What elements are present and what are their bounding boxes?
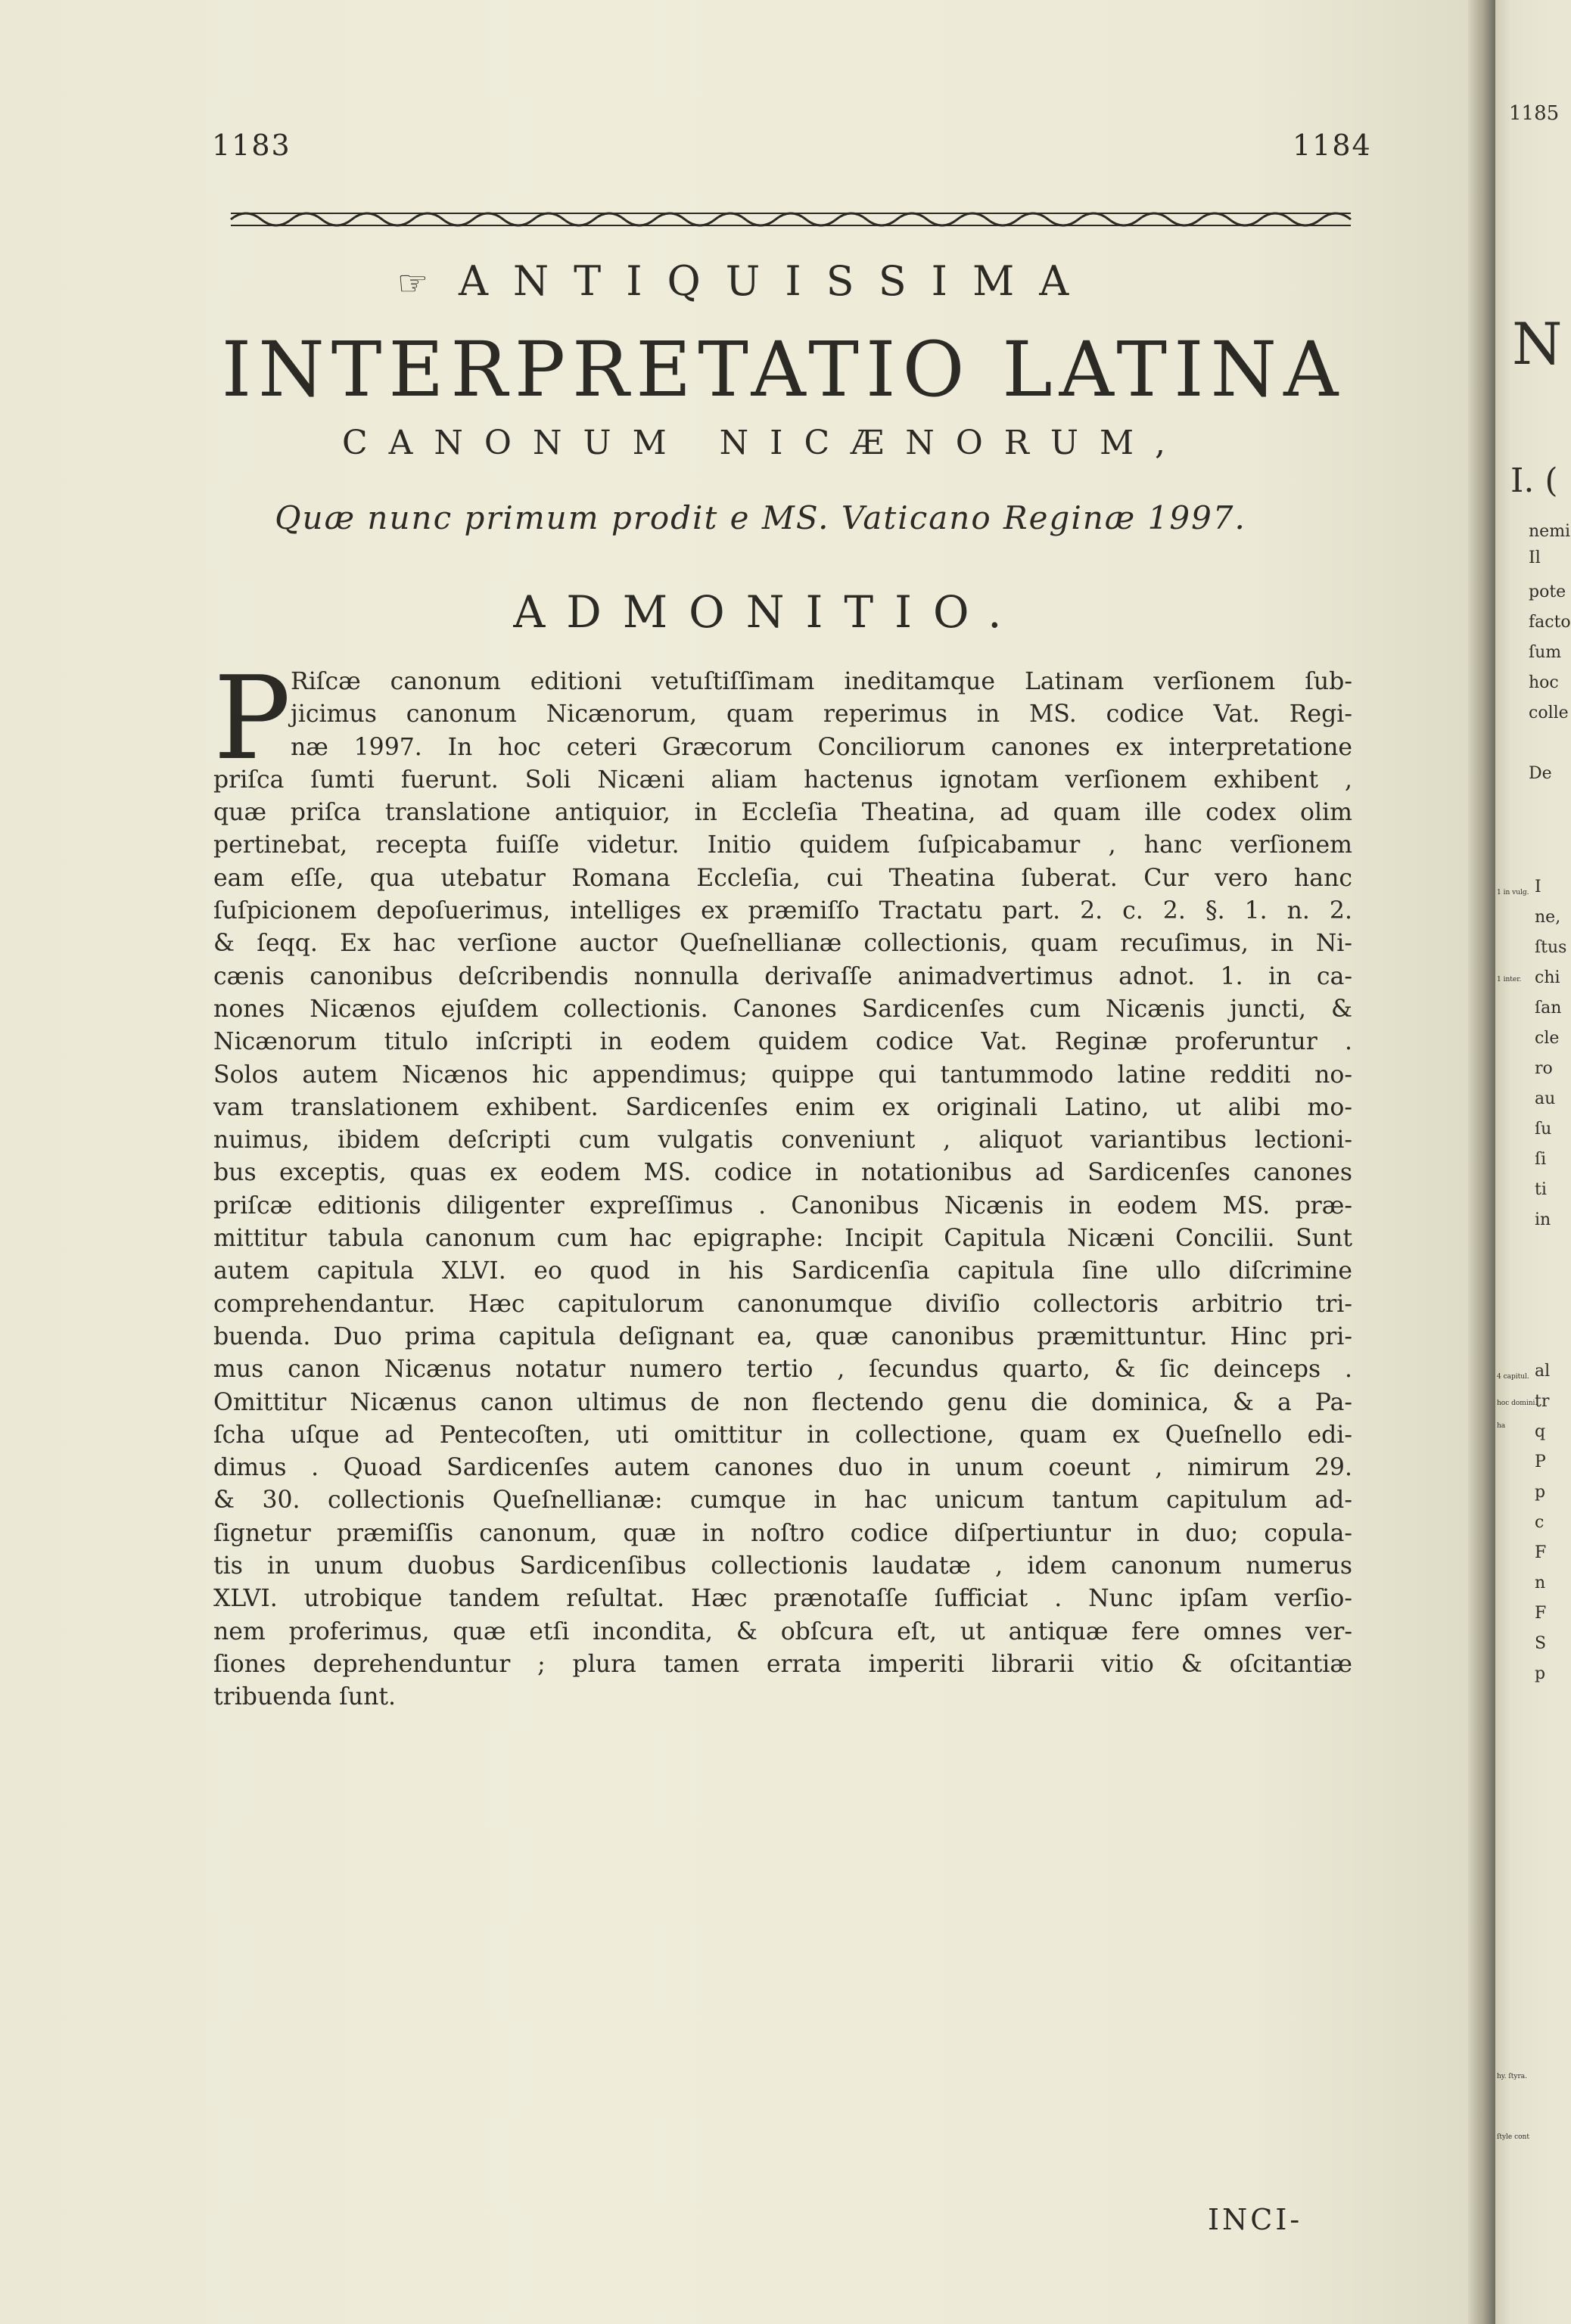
- next-page-word: S: [1535, 1634, 1547, 1653]
- next-page-word: p: [1535, 1483, 1546, 1502]
- next-page-word: colle: [1529, 704, 1569, 722]
- subtitle: Quæ nunc primum prodit e MS. Vaticano Reginæ 1997.: [275, 499, 1246, 536]
- next-page-word: tr: [1535, 1392, 1550, 1411]
- body-line: ſcha uſque ad Pentecoſten, uti omittitur in collectione, quam ex Queſnello edi-: [213, 1421, 1352, 1449]
- body-line: næ 1997. In hoc ceteri Græcorum Conciliorum canones ex interpretatione: [291, 733, 1352, 761]
- next-page-word: P: [1535, 1452, 1546, 1471]
- next-page-word: c: [1535, 1513, 1545, 1532]
- next-page-margin-note: hoc domini.: [1497, 1400, 1538, 1407]
- body-line: priſca ſumti fuerunt. Soli Nicæni aliam hactenus ignotam verſionem exhibent ,: [213, 766, 1352, 794]
- body-line: vam translationem exhibent. Sardicenſes enim ex originali Latino, ut alibi mo-: [213, 1093, 1352, 1121]
- body-line: eam eſſe, qua utebatur Romana Eccleſia, cui Theatina ſuberat. Cur vero hanc: [213, 864, 1352, 892]
- drop-cap: P: [213, 651, 291, 785]
- body-line: priſcæ editionis diligenter expreſſimus . Canonibus Nicænis in eodem MS. præ-: [213, 1192, 1352, 1219]
- body-line: Omittitur Nicænus canon ultimus de non flectendo genu die dominica, & a Pa-: [213, 1388, 1352, 1416]
- right-page-number: 1184: [1293, 129, 1372, 162]
- next-page-word: I: [1535, 878, 1541, 896]
- next-page-word: F: [1535, 1604, 1547, 1623]
- title-line-3: CANONUM NICÆNORUM,: [341, 424, 1187, 462]
- next-page-number: 1185: [1509, 102, 1560, 125]
- next-page-edge: [1495, 0, 1571, 2324]
- next-page-marker: I. (: [1510, 461, 1558, 500]
- body-line: mus canon Nicænus notatur numero tertio , ſecundus quarto, & ſic deinceps .: [213, 1356, 1352, 1384]
- body-line: ſiones deprehenduntur ; plura tamen errata imperiti librarii vitio & oſcitantiæ: [213, 1650, 1352, 1678]
- decorative-rule-ornament: [231, 203, 1351, 236]
- title-line-1: [0, 257, 1468, 305]
- body-line: jicimus canonum Nicænorum, quam reperimus in MS. codice Vat. Regi-: [291, 701, 1352, 729]
- body-line: bus exceptis, quas ex eodem MS. codice in notationibus ad Sardicenſes canones: [213, 1159, 1352, 1187]
- body-line: Solos autem Nicænos hic appendimus; quippe qui tantummodo latine redditi no-: [213, 1061, 1352, 1089]
- catchword: INCI-: [1208, 2203, 1303, 2236]
- next-page-word: q: [1535, 1422, 1546, 1441]
- body-line: nuimus, ibidem deſcripti cum vulgatis conveniunt , aliquot variantibus lectioni-: [213, 1126, 1352, 1154]
- body-line: nem proferimus, quæ etſi incondita, & obſcura eſt, ut antiquæ fere omnes ver-: [213, 1617, 1352, 1645]
- next-page-word: al: [1535, 1362, 1551, 1381]
- next-page-margin-note: 4 capitul.: [1497, 1373, 1529, 1381]
- title-line-2: INTERPRETATIO LATINA: [221, 325, 1345, 414]
- body-line: pertinebat, recepta fuiſſe videtur. Initio quidem ſuſpicabamur , hanc verſionem: [213, 831, 1352, 859]
- body-line: quæ priſca translatione antiquior, in Eccleſia Theatina, ad quam ille codex olim: [213, 799, 1352, 827]
- body-line: mittitur tabula canonum cum hac epigraphe: Incipit Capitula Nicæni Concilii. Sunt: [213, 1225, 1352, 1253]
- body-paragraph: [213, 651, 1352, 1714]
- next-page-margin-note: ha: [1497, 1422, 1506, 1430]
- next-page-word: in: [1535, 1210, 1551, 1229]
- body-line: Nicænorum titulo inſcripti in eodem quidem codice Vat. Reginæ proferuntur .: [213, 1028, 1352, 1056]
- next-page-word: ne,: [1535, 908, 1561, 927]
- next-page-word: n: [1535, 1574, 1546, 1592]
- body-line: dimus . Quoad Sardicenſes autem canones duo in unum coeunt , nimirum 29.: [213, 1454, 1352, 1482]
- next-page-margin-note: 1 inter.: [1497, 976, 1522, 983]
- next-page-word: pote: [1529, 583, 1566, 601]
- next-page-word: ſum: [1529, 643, 1562, 662]
- body-line: & 30. collectionis Queſnellianæ: cumque in hac unicum tantum capitulum ad-: [213, 1487, 1352, 1515]
- next-page-initial: N: [1512, 310, 1563, 377]
- section-heading: ADMONITIO.: [513, 586, 1023, 638]
- next-page-word: cle: [1535, 1029, 1560, 1048]
- pointing-hand-icon: ☞: [397, 263, 428, 303]
- next-page-margin-note: 1 in vulg.: [1497, 889, 1529, 896]
- next-page-word: ſan: [1535, 999, 1562, 1018]
- body-line: XLVI. utrobique tandem reſultat. Hæc prænotaſſe ſufficiat . Nunc ipſam verſio-: [213, 1585, 1352, 1613]
- next-page-word: ro: [1535, 1059, 1553, 1078]
- body-line: autem capitula XLVI. eo quod in his Sardicenſia capitula ſine ullo diſcrimine: [213, 1257, 1352, 1285]
- next-page-word: au: [1535, 1089, 1556, 1108]
- body-line: nones Nicænos ejuſdem collectionis. Canones Sardicenſes cum Nicænis juncti, &: [213, 995, 1352, 1023]
- next-page-word: facto: [1529, 613, 1571, 632]
- body-line: & ſeqq. Ex hac verſione auctor Queſnellianæ collectionis, quam recuſimus, in Ni-: [213, 930, 1352, 958]
- left-page-number: 1183: [212, 129, 291, 162]
- body-line: Riſcæ canonum editioni vetuſtiſſimam ineditamque Latinam verſionem ſub-: [291, 668, 1352, 695]
- body-line: tribuenda ſunt.: [213, 1683, 397, 1711]
- next-page-margin-note: hy. ſtyra.: [1497, 2073, 1527, 2080]
- next-page-word: ſi: [1535, 1150, 1547, 1169]
- next-page-word: hoc: [1529, 673, 1559, 692]
- next-page-word: p: [1535, 1664, 1546, 1683]
- next-page-word: De: [1529, 764, 1552, 783]
- body-line: buenda. Duo prima capitula deſignant ea, quæ canonibus præmittuntur. Hinc pri-: [213, 1322, 1352, 1350]
- next-page-word: chi: [1535, 968, 1560, 987]
- next-page-margin-note: ſtyle cont: [1497, 2133, 1529, 2141]
- next-page-word: Il: [1529, 548, 1541, 567]
- next-page-word: ſtus: [1535, 938, 1567, 957]
- body-line: comprehendantur. Hæc capitulorum canonumque diviſio collectoris arbitrio tri-: [213, 1290, 1352, 1318]
- body-line: ſuſpicionem depoſuerimus, intelliges ex præmiſſo Tractatu part. 2. c. 2. §. 1. n. 2.: [213, 897, 1352, 925]
- next-page-word: ſu: [1535, 1120, 1552, 1139]
- next-page-word: ti: [1535, 1180, 1547, 1199]
- book-gutter: [1468, 0, 1495, 2324]
- body-line: tis in unum duobus Sardicenſibus collectionis laudatæ , idem canonum numerus: [213, 1552, 1352, 1580]
- next-page-word: nemi: [1529, 522, 1571, 541]
- body-line: ſignetur præmiſſis canonum, quæ in noſtro codice diſpertiuntur in duo; copula-: [213, 1519, 1352, 1547]
- body-line: cænis canonibus deſcribendis nonnulla derivaſſe animadvertimus adnot. 1. in ca-: [213, 962, 1352, 990]
- next-page-word: F: [1535, 1543, 1547, 1562]
- title-line-1-text: ANTIQUISSIMA: [458, 257, 1094, 305]
